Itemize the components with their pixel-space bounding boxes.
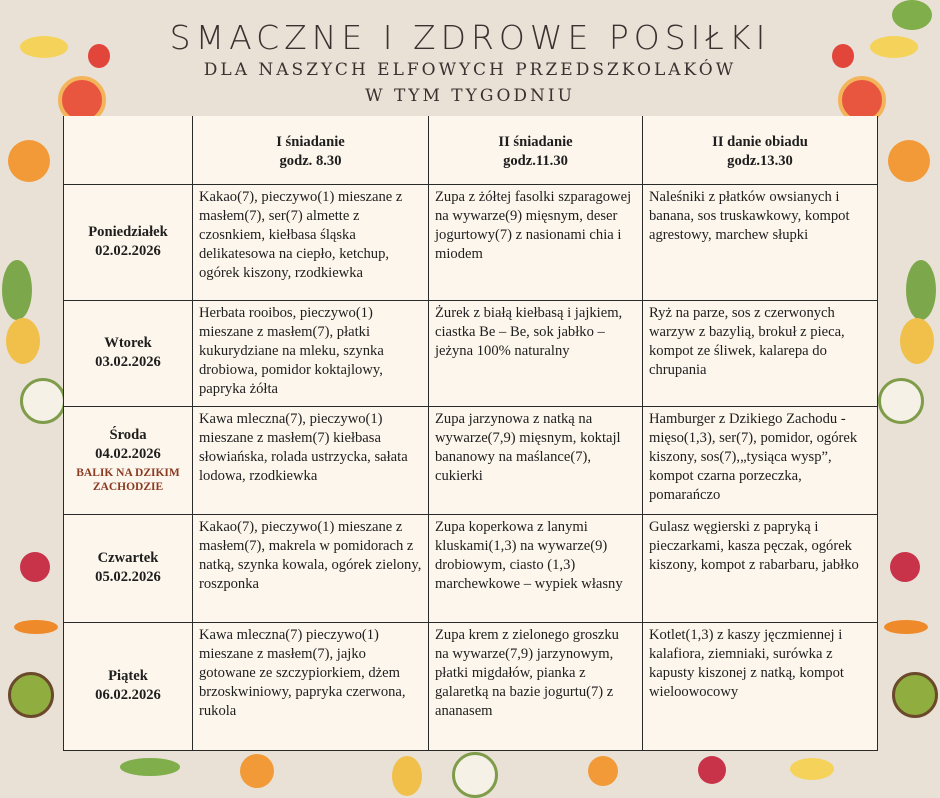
orange-decoration (8, 140, 50, 182)
day-cell: Poniedziałek 02.02.2026 (64, 184, 193, 300)
breakfast1-cell: Herbata rooibos, pieczywo(1) mieszane z masłem(7), płatki kukurydziane na mleku, szynka drobiowa, pomidor koktajlowy, papryka żółta (193, 300, 429, 406)
table-header-row (64, 116, 878, 184)
carrot-decoration (14, 620, 58, 634)
breakfast2-cell: Zupa z żółtej fasolki szparagowej na wywarze(9) mięsnym, deser jogurtowy(7) z nasionami chia i miodem (429, 184, 643, 300)
day-cell: Piątek 06.02.2026 (64, 622, 193, 750)
beet-decoration (890, 552, 920, 582)
breakfast2-cell: Zupa jarzynowa z natką na wywarze(7,9) mięsnym, koktajl bananowy na maślance(7), cukierki (429, 406, 643, 514)
carrot-decoration (884, 620, 928, 634)
page-subtitle-week: W TYM TYGODNIU (365, 86, 575, 106)
orange-decoration (888, 140, 930, 182)
kiwi-decoration (8, 672, 54, 718)
pineapple-decoration (392, 756, 422, 796)
cauliflower-decoration (878, 378, 924, 424)
beet-decoration (698, 756, 726, 784)
header-lunch: II danie obiadu godz.13.30 (643, 116, 878, 184)
breakfast1-cell: Kakao(7), pieczywo(1) mieszane z masłem(7), ser(7) almette z czosnkiem, kiełbasa śląska delikatesowa na ciepło, ketchup, ogórek kiszony, rzodkiewka (193, 184, 429, 300)
breakfast2-cell: Zupa koperkowa z lanymi kluskami(1,3) na wywarze(9) drobiowym, ciasto (1,3) marchewkowe – wypiek własny (429, 514, 643, 622)
peas-decoration (120, 758, 180, 776)
lunch-cell: Gulasz węgierski z papryką i pieczarkami, kasza pęczak, ogórek kiszony, kompot z rabarbaru, jabłko (643, 514, 878, 622)
header-breakfast2: II śniadanie godz.11.30 (429, 116, 643, 184)
breakfast1-cell: Kawa mleczna(7) pieczywo(1) mieszane z masłem(7), jajko gotowane ze szczypiorkiem, dżem brzoskwiniowy, papryka czerwona, rukola (193, 622, 429, 750)
breakfast1-cell: Kawa mleczna(7), pieczywo(1) mieszane z masłem(7) kiełbasa słowiańska, rolada ustrzycka, sałata lodowa, rzodkiewka (193, 406, 429, 514)
cauliflower-decoration (452, 752, 498, 798)
day-cell: Czwartek 05.02.2026 (64, 514, 193, 622)
pineapple-decoration (6, 318, 40, 364)
beet-decoration (20, 552, 50, 582)
page-title: SMACZNE I ZDROWE POSIŁKI (169, 18, 771, 57)
orange-decoration (240, 754, 274, 788)
lunch-cell: Hamburger z Dzikiego Zachodu - mięso(1,3), ser(7), pomidor, ogórek kiszony, sos(7),„tysiąca wysp”, kompot czarna porzeczka, pomarańczo (643, 406, 878, 514)
menu-table (63, 116, 877, 750)
table-row (64, 184, 878, 300)
table-row (64, 622, 878, 750)
lemon-decoration (790, 758, 834, 780)
page-subtitle: DLA NASZYCH ELFOWYCH PRZEDSZKOLAKÓW (203, 60, 737, 80)
event-note: BALIK NA DZIKIM ZACHODZIE (76, 467, 180, 493)
day-cell: Wtorek 03.02.2026 (64, 300, 193, 406)
breakfast1-cell: Kakao(7), pieczywo(1) mieszane z masłem(7), makrela w pomidorach z natką, szynka kowala, ogórek zielony, roszponka (193, 514, 429, 622)
day-cell: Środa 04.02.2026 BALIK NA DZIKIM ZACHODZIE (64, 406, 193, 514)
pineapple-decoration (900, 318, 934, 364)
lunch-cell: Naleśniki z płatków owsianych i banana, sos truskawkowy, kompot agrestowy, marchew słupki (643, 184, 878, 300)
lunch-cell: Ryż na parze, sos z czerwonych warzyw z bazylią, brokuł z pieca, kompot ze śliwek, kalarepa do chrupania (643, 300, 878, 406)
header-corner (64, 116, 193, 184)
table-row (64, 514, 878, 622)
cauliflower-decoration (20, 378, 66, 424)
breakfast2-cell: Zupa krem z zielonego groszku na wywarze(7,9) jarzynowym, płatki migdałów, pianka z galaretką na bazie jogurtu(7) z ananasem (429, 622, 643, 750)
header-breakfast1: I śniadanie godz. 8.30 (193, 116, 429, 184)
table-row (64, 406, 878, 514)
leaf-decoration (906, 260, 936, 320)
leaf-decoration (2, 260, 32, 320)
breakfast2-cell: Żurek z białą kiełbasą i jajkiem, ciastka Be – Be, sok jabłko – jeżyna 100% naturalny (429, 300, 643, 406)
lunch-cell: Kotlet(1,3) z kaszy jęczmiennej i kalafiora, ziemniaki, surówka z kapusty kiszonej z natką, kompot wieloowocowy (643, 622, 878, 750)
table-row (64, 300, 878, 406)
kiwi-decoration (892, 672, 938, 718)
orange-decoration (588, 756, 618, 786)
